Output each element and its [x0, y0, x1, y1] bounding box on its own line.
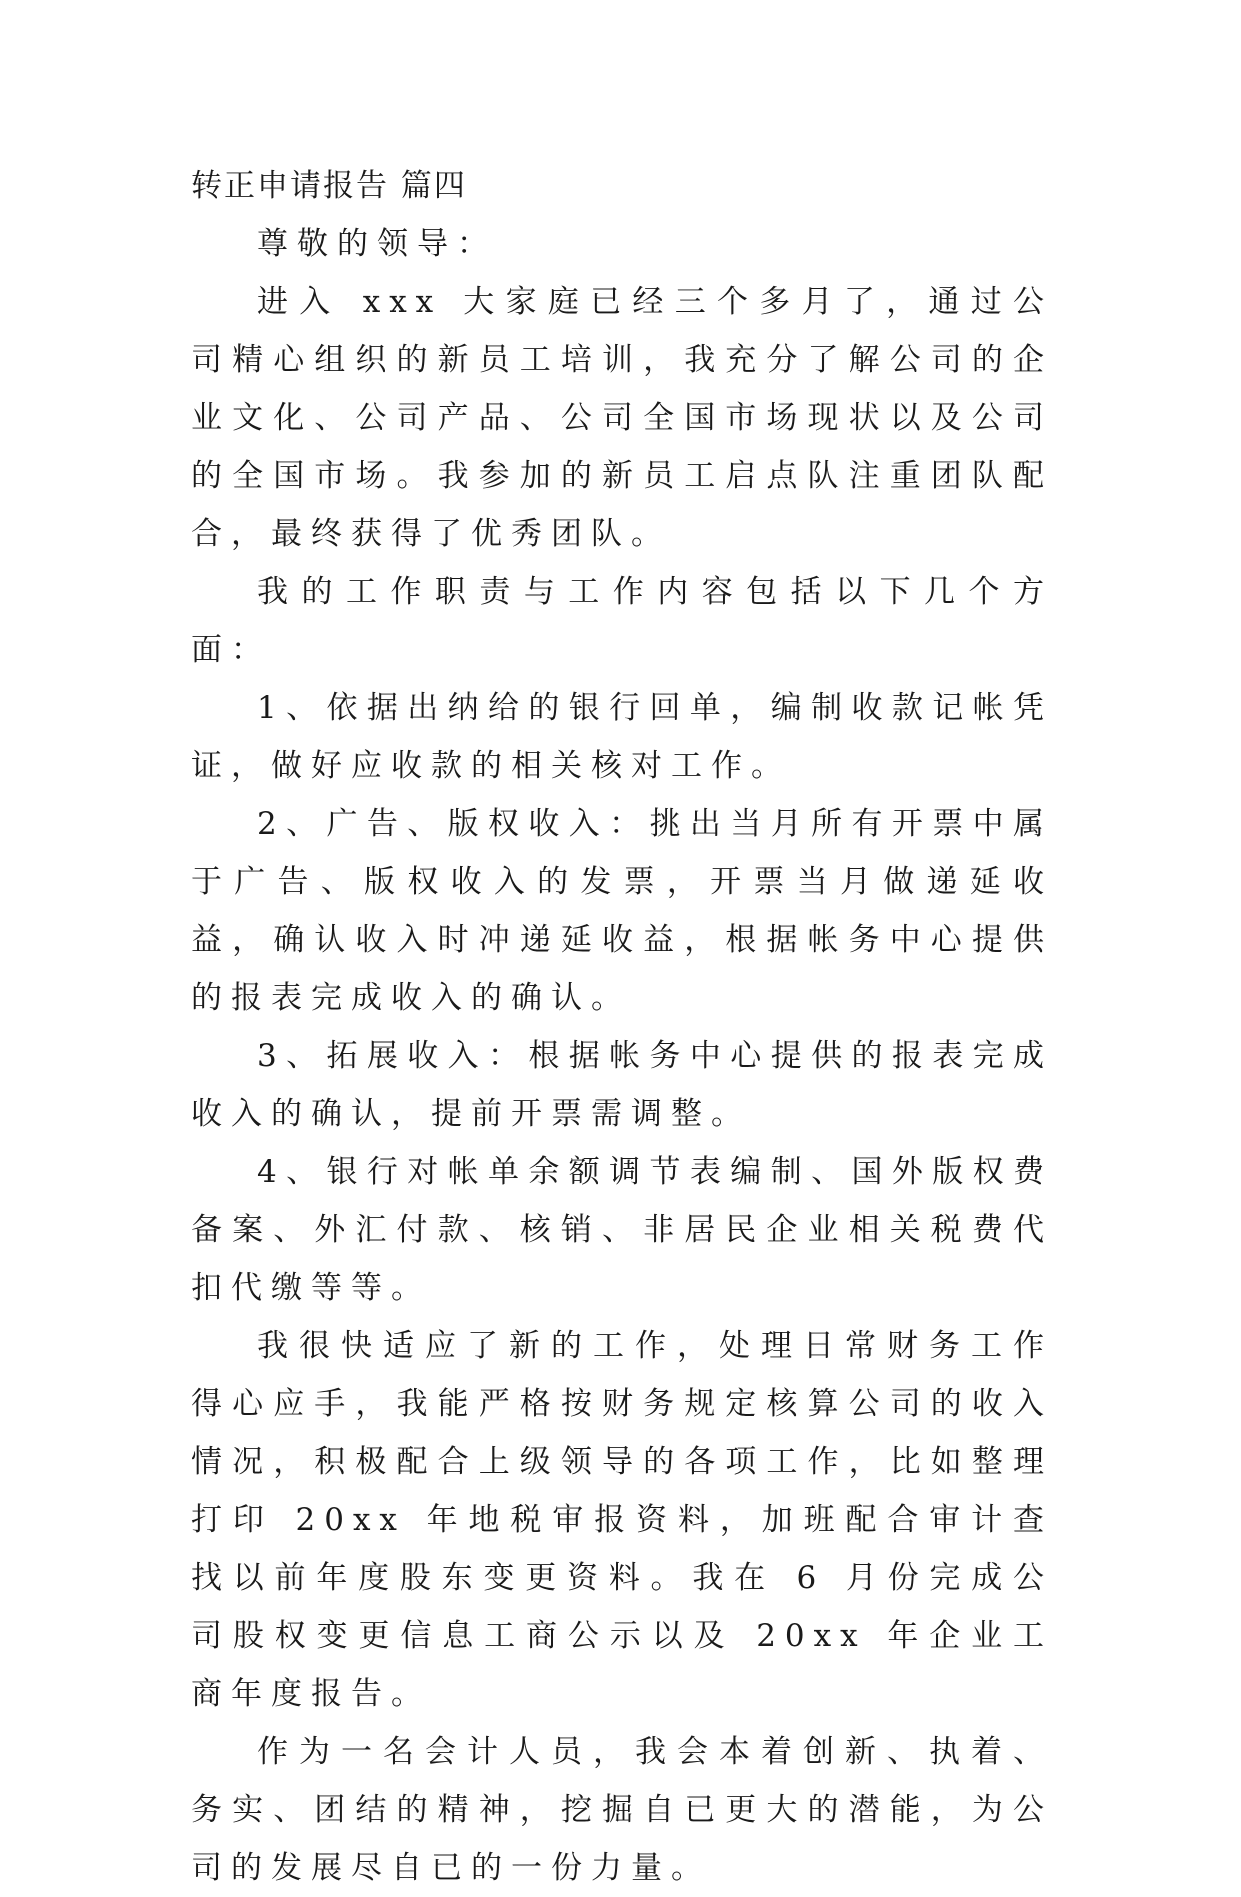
paragraph-duty-2: 2、广告、版权收入：挑出当月所有开票中属于广告、版权收入的发票，开票当月做递延收益，确认收入时冲递延收益，根据帐务中心提供的报表完成收入的确认。	[191, 806, 1053, 1016]
paragraph-duties-heading: 我的工作职责与工作内容包括以下几个方面：	[191, 574, 1053, 668]
paragraph-duty-1: 1、依据出纳给的银行回单，编制收款记帐凭证，做好应收款的相关核对工作。	[191, 690, 1053, 784]
paragraph-performance: 我很快适应了新的工作，处理日常财务工作得心应手，我能严格按财务规定核算公司的收入情况，积极配合上级领导的各项工作，比如整理打印 20xx 年地税审报资料，加班配合审计查找以前年度股东变更资料。我在 6 月份完成公司股权变更信息工商公示以及 20xx 年企业工商年度报告。	[191, 1328, 1053, 1712]
salutation: 尊敬的领导：	[257, 226, 497, 262]
paragraph-duty-4: 4、银行对帐单余额调节表编制、国外版权费备案、外汇付款、核销、非居民企业相关税费代扣代缴等等。	[191, 1154, 1053, 1306]
paragraph-duty-3: 3、拓展收入：根据帐务中心提供的报表完成收入的确认，提前开票需调整。	[191, 1038, 1053, 1132]
document-page	[191, 157, 1053, 1897]
paragraph-closing: 作为一名会计人员，我会本着创新、执着、务实、团结的精神，挖掘自已更大的潜能，为公司的发展尽自已的一份力量。	[191, 1734, 1053, 1886]
document-title: 转正申请报告 篇四	[191, 168, 467, 204]
paragraph-intro: 进入 xxx 大家庭已经三个多月了，通过公司精心组织的新员工培训，我充分了解公司的企业文化、公司产品、公司全国市场现状以及公司的全国市场。我参加的新员工启点队注重团队配合，最终获得了优秀团队。	[191, 284, 1053, 552]
